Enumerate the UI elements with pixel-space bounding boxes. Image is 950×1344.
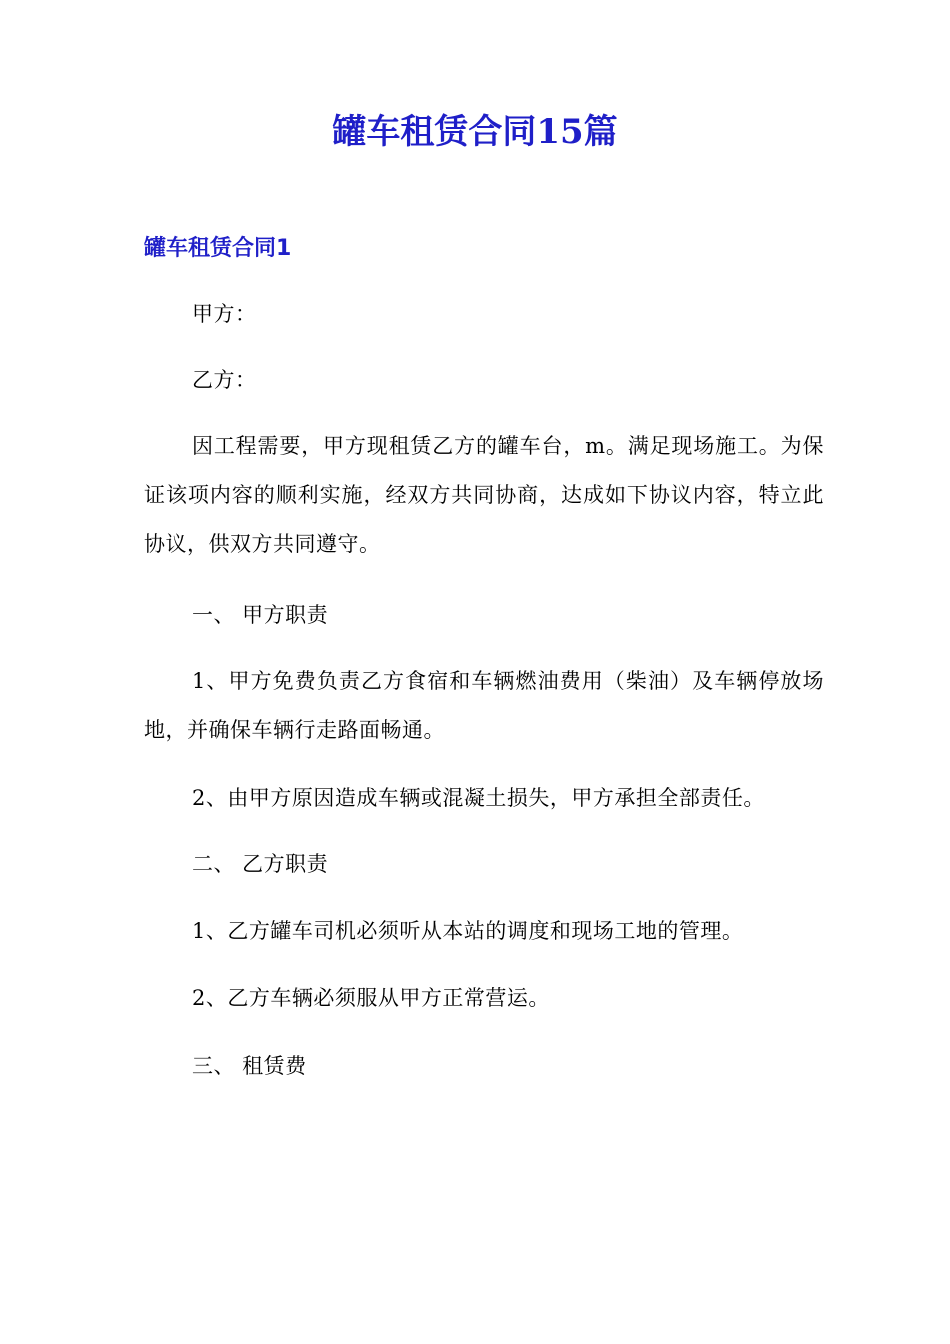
clause-a-2: 2、由甲方原因造成车辆或混凝土损失，甲方承担全部责任。	[192, 786, 765, 810]
clause-heading-rent: 三、 租赁费	[192, 1054, 307, 1078]
intro-paragraph: 因工程需要，甲方现租赁乙方的罐车台，m。满足现场施工。为保证该项内容的顺利实施，经双方共同协商，达成如下协议内容，特立此协议，供双方共同遵守。	[144, 434, 824, 556]
clause-b-2: 2、乙方车辆必须服从甲方正常营运。	[192, 986, 550, 1010]
document-title: 罐车租赁合同15篇	[332, 112, 618, 152]
clause-a-1: 1、甲方免费负责乙方食宿和车辆燃油费用（柴油）及车辆停放场地，并确保车辆行走路面畅通。	[144, 669, 824, 742]
clause-heading-party-a: 一、 甲方职责	[192, 603, 329, 627]
party-a-line: 甲方：	[192, 302, 257, 326]
clause-heading-party-b: 二、 乙方职责	[192, 852, 329, 876]
section-heading: 罐车租赁合同1	[144, 236, 292, 261]
party-b-line: 乙方：	[192, 368, 257, 392]
clause-b-1: 1、乙方罐车司机必须听从本站的调度和现场工地的管理。	[192, 919, 744, 943]
